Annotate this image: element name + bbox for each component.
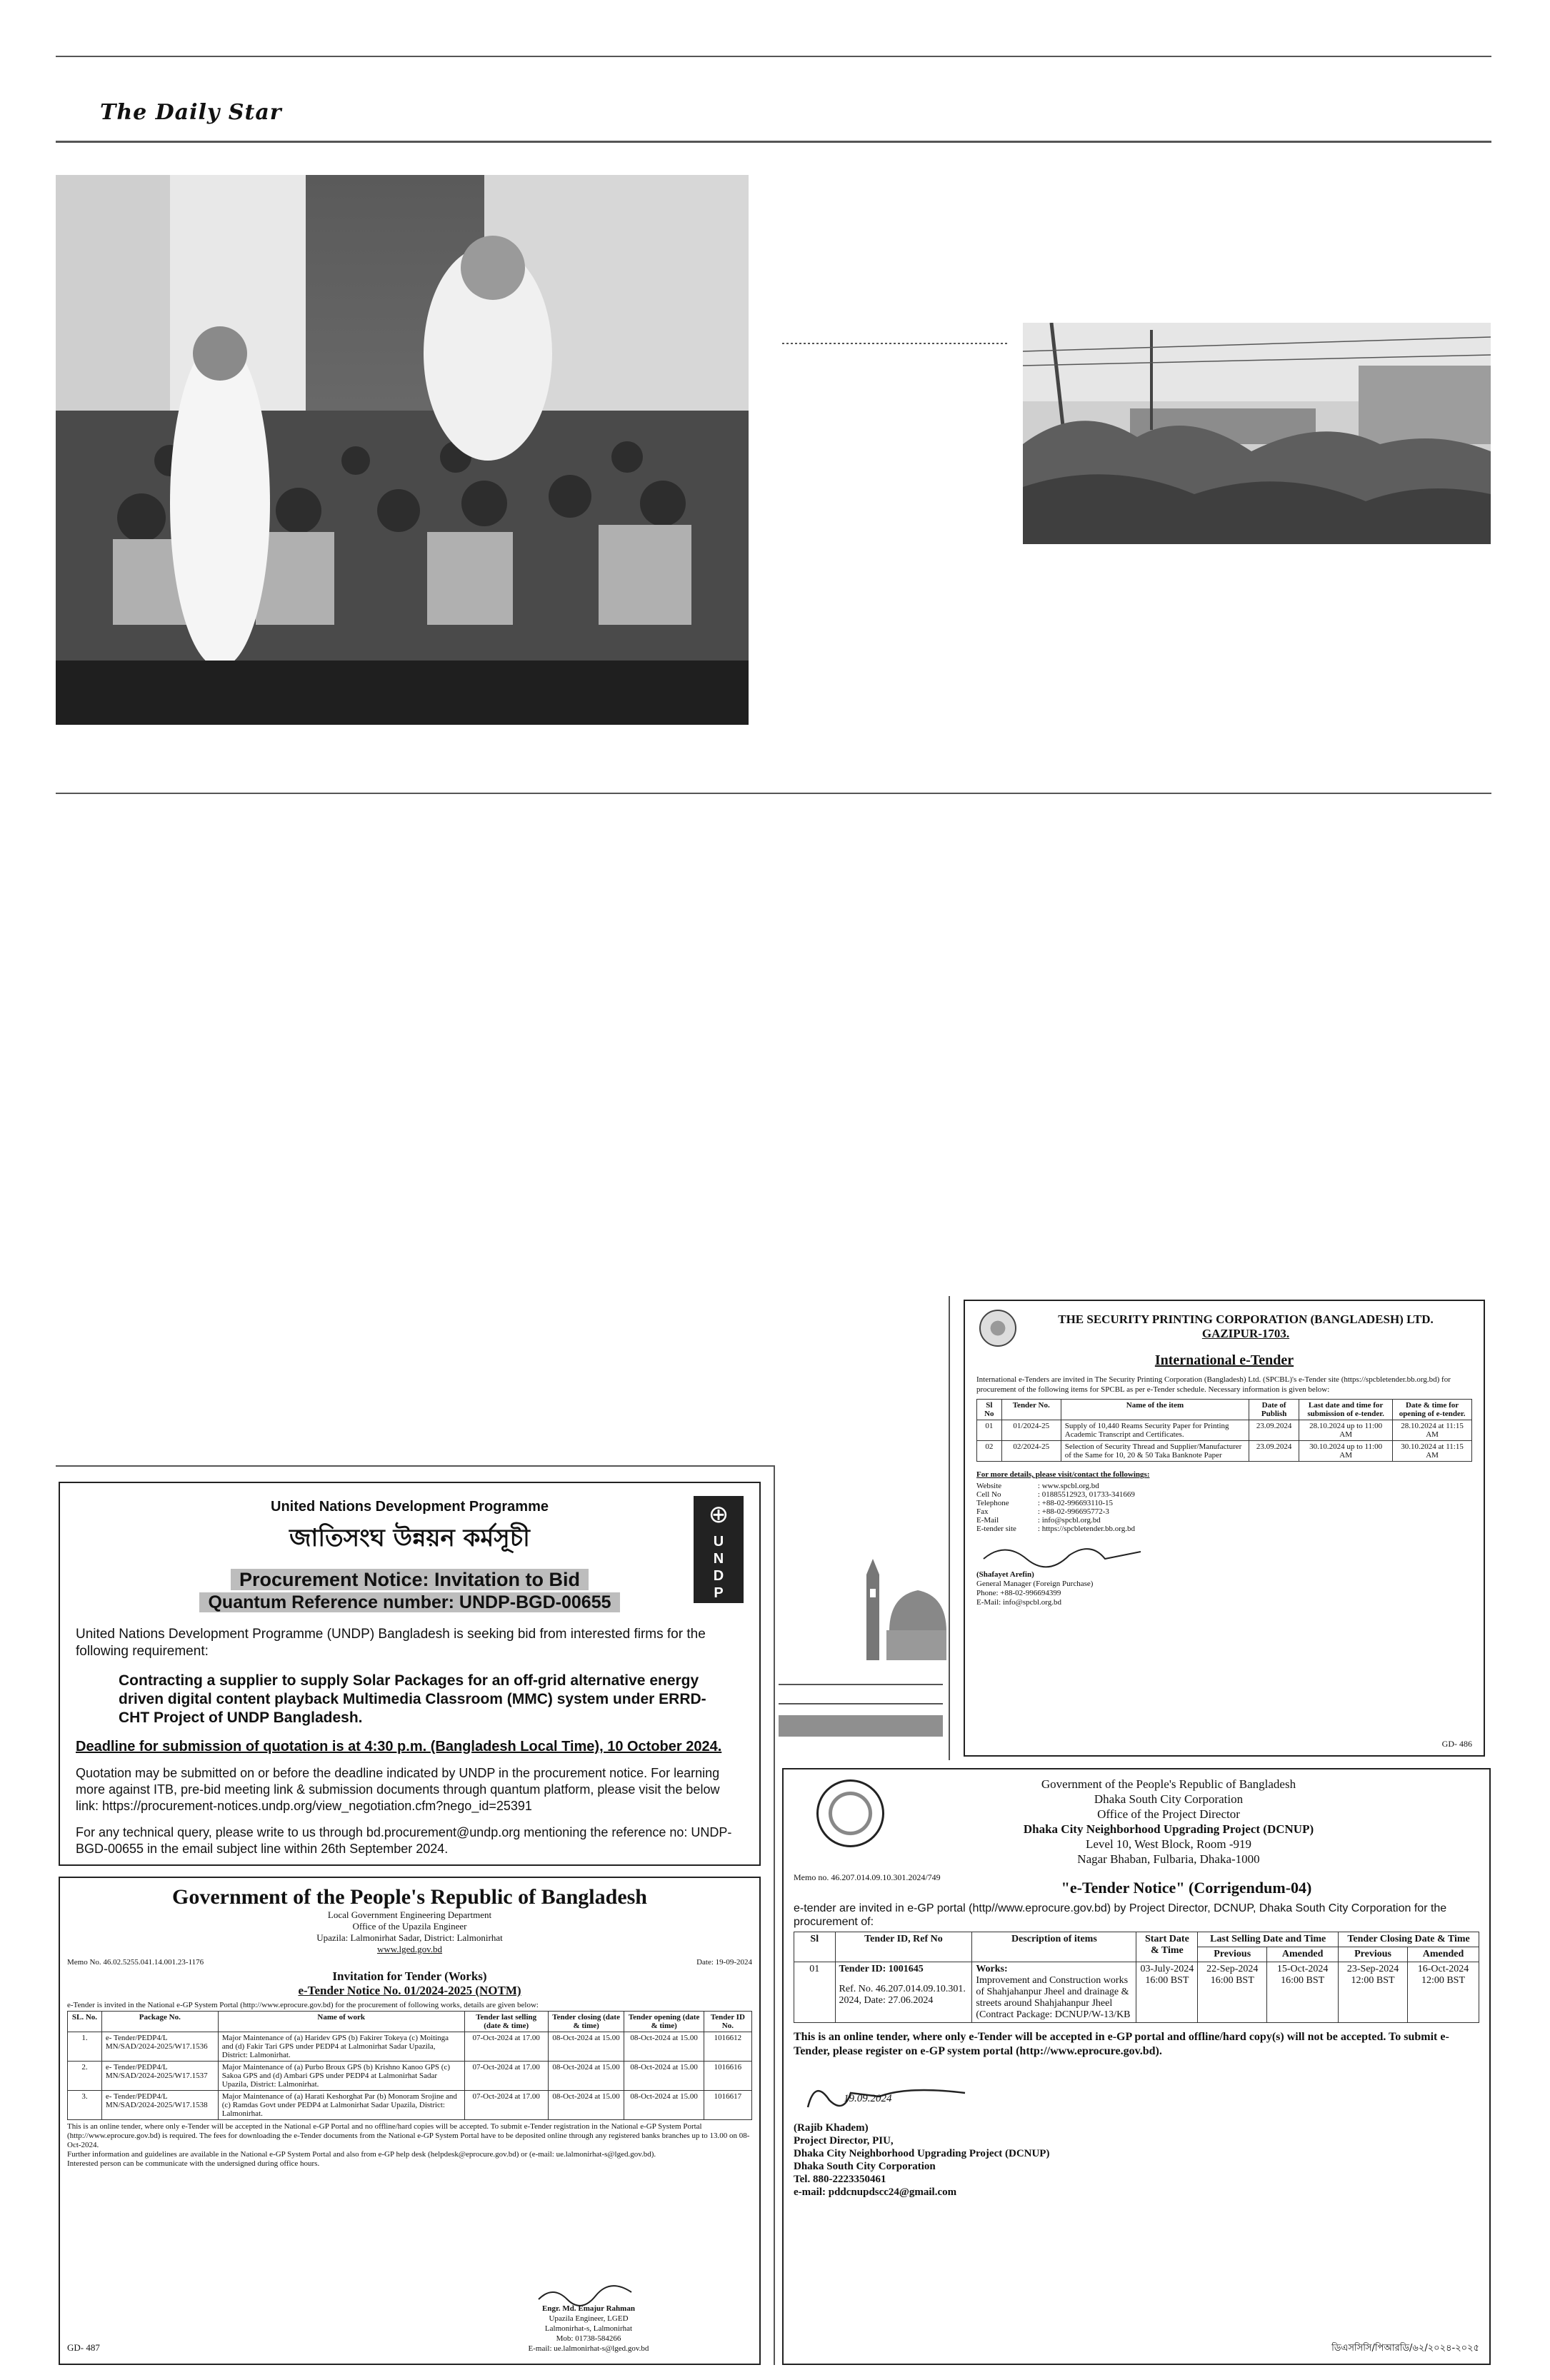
dscc-signature bbox=[794, 2072, 1479, 2122]
top-rule bbox=[56, 56, 1491, 57]
dscc-emblem-icon bbox=[816, 1779, 884, 1847]
lged-footer-3: Interested person can be communicate with the undersigned during office hours. bbox=[67, 2159, 320, 2168]
grey-block bbox=[779, 1715, 943, 1737]
list-item: Website : www.spcbl.org.bd bbox=[976, 1482, 1099, 1490]
mosque-icon bbox=[861, 1546, 946, 1660]
lged-date: Date: 19-09-2024 bbox=[696, 1958, 752, 1967]
lged-heading: Invitation for Tender (Works) bbox=[332, 1969, 487, 1983]
caption-dotted-rule bbox=[782, 343, 1007, 344]
lged-memo: Memo No. 46.02.5255.041.14.001.23-1176 bbox=[67, 1958, 204, 1967]
spcbl-emblem-icon bbox=[979, 1310, 1016, 1347]
spcbl-signature bbox=[976, 1537, 1472, 1570]
list-item: E-tender site : https://spcbletender.bb.org.bd bbox=[976, 1525, 1135, 1533]
dscc-code: ডিএসসিসি/পিআরডি/৬২/২০২৪-২০২৫ bbox=[1331, 2343, 1479, 2354]
spcbl-location: GAZIPUR-1703. bbox=[1201, 1327, 1290, 1340]
spcbl-heading: International e-Tender bbox=[1154, 1352, 1294, 1368]
table-row: 3. e- Tender/PEDP4/L MN/SAD/2024-2025/W17.1538 Major Maintenance of (a) Harati Keshorghat Par (b) Monoram Srojine and (c) Ramdas Govt under PEDP4 at Lalmonirhat Sadar Upazila, District: Lalmonirhat. 07-Oct-2024 at 17.00 08-Oct-2024 at 15.00 08-Oct-2024 at 15.00 1016617 bbox=[68, 2091, 752, 2120]
lged-office: Office of the Upazila Engineer bbox=[352, 1921, 467, 1932]
lged-signer: Engr. Md. Emajur Rahman Upazila Engineer, LGED Lalmonirhat-s, Lalmonirhat Mob: 01738-584266 E-mail: ue.lalmonirhat-s@lged.gov.bd bbox=[528, 2304, 649, 2353]
ads-vrule bbox=[774, 1465, 775, 2365]
lged-table-header: SL. No. Package No. Name of work Tender last selling (date & time) Tender closing (date & time) Tender opening (date & time) Tender ID No. bbox=[68, 2012, 752, 2032]
table-row: 1. e- Tender/PEDP4/L MN/SAD/2024-2025/W17.1536 Major Maintenance of (a) Haridev GPS (b) Fakirer Tokeya (c) Moitinga and (d) Fakir Tari GPS under PEDP4 at Lalmonirhat Sadar Upazila, District: Lalmonirhat. 07-Oct-2024 at 17.00 08-Oct-2024 at 15.00 08-Oct-2024 at 15.00 1016612 bbox=[68, 2032, 752, 2062]
undp-logo-d: D bbox=[713, 1568, 724, 1584]
spcbl-org: THE SECURITY PRINTING CORPORATION (BANGLADESH) LTD. bbox=[1058, 1312, 1434, 1326]
list-item: Fax : +88-02-996695772-3 bbox=[976, 1507, 1109, 1516]
dscc-ad bbox=[782, 1768, 1491, 2365]
spcbl-signer: (Shafayet Arefin) General Manager (Foreign Purchase) Phone: +88-02-996694399 E-Mail: info@spcbl.org.bd bbox=[976, 1570, 1094, 1607]
undp-logo-n: N bbox=[713, 1551, 724, 1567]
undp-deadline: Deadline for submission of quotation is at 4:30 p.m. (Bangladesh Local Time), 10 October 2024. bbox=[76, 1739, 722, 1754]
lged-gd: GD- 487 bbox=[67, 2342, 100, 2353]
lged-footer-2: Further information and guidelines are available in the National e-GP System Portal and also from e-GP help desk (helpdesk@eprocure.gov.bd) or (e-mail: ue.lalmonirhat-s@lged.gov.bd). bbox=[67, 2150, 656, 2159]
lged-ad bbox=[59, 1877, 761, 2365]
lged-intro: e-Tender is invited in the National e-GP System Portal (http://www.eprocure.gov.bd) for the procurement of following works, details are given below: bbox=[67, 2001, 539, 2009]
masthead: The Daily Star bbox=[100, 100, 282, 125]
dscc-header: Government of the People's Republic of Bangladesh Dhaka South City Corporation Office of the Project Director Dhaka City Neighborhood Upgrading Project (DCNUP) Level 10, West Block, Room -919 Nagar Bhaban, Fulbaria, Dhaka-1000 bbox=[1023, 1777, 1314, 1866]
dscc-sig-date: 19.09.2024 bbox=[844, 2093, 892, 2104]
undp-notice-title: Procurement Notice: Invitation to Bid bbox=[76, 1569, 744, 1591]
dscc-intro: e-tender are invited in e-GP portal (http//www.eprocure.gov.bd) by Project Director, DCNUP, Dhaka South City Corporation for the procurement of: bbox=[794, 1902, 1447, 1928]
spcbl-intro: International e-Tenders are invited in The Security Printing Corporation (Bangladesh) Ltd. (SPCBL)'s e-Tender site (https://spcbletender.bb.org.bd) for procurement of the following items for SPCBL as per e-Tender schedule. Necessary information is given below: bbox=[976, 1375, 1451, 1394]
ads-rule bbox=[56, 1465, 774, 1467]
concert-photo-image bbox=[56, 175, 749, 725]
lged-location: Upazila: Lalmonirhat Sadar, District: Lalmonirhat bbox=[316, 1932, 503, 1943]
table-row: 2. e- Tender/PEDP4/L MN/SAD/2024-2025/W17.1537 Major Maintenance of (a) Purbo Broux GPS (b) Krishno Kanoo GPS (c) Sakoa GPS and (d) Ambari GPS under PEDP4 at Lalmonirhat Sadar Upazila, District: Lalmonirhat. 07-Oct-2024 at 17.00 08-Oct-2024 at 15.00 08-Oct-2024 at 15.00 1016616 bbox=[68, 2062, 752, 2091]
construction-photo-image bbox=[1023, 323, 1491, 544]
table-row: 01 01/2024-25 Supply of 10,440 Reams Security Paper for Printing Academic Transcript and Certificates. 23.09.2024 28.10.2024 up to 11:00 AM 28.10.2024 at 11:15 AM bbox=[977, 1420, 1472, 1441]
dscc-note: This is an online tender, where only e-Tender will be accepted in e-GP portal and offline/hard copy(s) will not be accepted. To submit e-Tender, please register on e-GP system portal (http://www.eprocure.gov.bd). bbox=[794, 2031, 1449, 2057]
undp-logo-u: U bbox=[713, 1534, 724, 1550]
table-row: 01 Tender ID: 1001645 Ref. No. 46.207.014.09.10.301. 2024, Date: 27.06.2024 Works: Improvement and Construction works of Shahjahanpur Jheel and drainage & streets around Shahjahanpur Jheel (Contract Package: DCNUP/W-13/KB 03-July-2024 16:00 BST 22-Sep-2024 16:00 BST 15-Oct-2024 16:00 BST 23-Sep-2024 12:00 BST 16-Oct-2024 12:00 BST bbox=[794, 1962, 1479, 2023]
undp-reference: Quantum Reference number: UNDP-BGD-00655 bbox=[76, 1592, 744, 1613]
list-item: Cell No : 01885512923, 01733-341669 bbox=[976, 1490, 1135, 1499]
lged-web: www.lged.gov.bd bbox=[376, 1944, 443, 1954]
construction-photo bbox=[1023, 323, 1491, 544]
undp-org-bn: জাতিসংঘ উন্নয়ন কর্মসূচী bbox=[289, 1524, 530, 1552]
list-item: E-Mail : info@spcbl.org.bd bbox=[976, 1516, 1101, 1525]
dscc-table bbox=[794, 1932, 1479, 2023]
dscc-table-header: Sl Tender ID, Ref No Description of items Start Date & Time Last Selling Date and Time Tender Closing Date & Time bbox=[794, 1932, 1479, 1947]
lged-notice-no: e-Tender Notice No. 01/2024-2025 (NOTM) bbox=[298, 1984, 521, 1997]
lged-footer-1: This is an online tender, where only e-Tender will be accepted in the National e-GP Portal and no offline/hard copies will be accepted. To submit e-Tender registration in the National e-GP System Portal (http://www.eprocure.gov.bd) is required. The fees for downloading the e-Tender documents from the National e-GP System Portal have to be deposited online through any registered banks branches up to 13.00 on 08-Oct-2024. bbox=[67, 2122, 750, 2149]
spcbl-more: For more details, please visit/contact the followings: bbox=[976, 1470, 1150, 1479]
undp-query: For any technical query, please write to us through bd.procurement@undp.org mentioning the reference no: UNDP-BGD-00655 in the email subject line within 26th September 2024. bbox=[76, 1825, 732, 1856]
right-vrule bbox=[949, 1296, 950, 1760]
undp-logo bbox=[694, 1496, 744, 1603]
table-row: 02 02/2024-25 Selection of Security Thread and Supplier/Manufacturer of the Same for 10, 20 & 50 Taka Banknote Paper 23.09.2024 30.10.2024 up to 11:00 AM 30.10.2024 at 11:15 AM bbox=[977, 1441, 1472, 1462]
lged-dept: Local Government Engineering Department bbox=[327, 1909, 492, 1920]
un-emblem-icon: ⊕ bbox=[708, 1501, 729, 1528]
list-item: Telephone : +88-02-996693110-15 bbox=[976, 1499, 1113, 1507]
undp-org: United Nations Development Programme bbox=[271, 1499, 549, 1515]
spcbl-contacts bbox=[976, 1482, 1135, 1533]
spcbl-table-header: Sl No Tender No. Name of the item Date of Publish Last date and time for submission of e-tender. Date & time for opening of e-tender. bbox=[977, 1400, 1472, 1420]
dscc-signer: (Rajib Khadem) Project Director, PIU, Dhaka City Neighborhood Upgrading Project (DCNUP) Dhaka South City Corporation Tel. 880-2223350461 e-mail: pddcnupdscc24@gmail.com bbox=[794, 2122, 1050, 2198]
spcbl-ad bbox=[964, 1300, 1485, 1757]
undp-ad bbox=[59, 1482, 761, 1866]
dscc-table-subheader: Previous Amended Previous Amended bbox=[794, 1947, 1479, 1962]
undp-submission: Quotation may be submitted on or before the deadline indicated by UNDP in the procurement notice. For learning more against ITB, pre-bid meeting link & submission documents through quantum platform, please visit the below link: https://procurement-notices.undp.org/view_negotiation.cfm?nego_id=25391 bbox=[76, 1766, 720, 1813]
concert-photo bbox=[56, 175, 749, 725]
masthead-rule bbox=[56, 141, 1491, 143]
undp-logo-p: P bbox=[714, 1585, 724, 1601]
spcbl-gd: GD- 486 bbox=[1441, 1739, 1472, 1749]
lged-table bbox=[67, 2011, 752, 2120]
dscc-heading: "e-Tender Notice" (Corrigendum-04) bbox=[1061, 1879, 1312, 1897]
undp-requirement: Contracting a supplier to supply Solar Packages for an off-grid alternative energy driven digital content playback Multimedia Classroom (MMC) system under ERRD-CHT Project of UNDP Bangladesh. bbox=[119, 1672, 706, 1726]
lged-title: Government of the People's Republic of Bangladesh bbox=[172, 1885, 647, 1909]
undp-intro: United Nations Development Programme (UNDP) Bangladesh is seeking bid from interested firms for the following requirement: bbox=[76, 1627, 706, 1659]
dscc-memo: Memo no. 46.207.014.09.10.301.2024/749 bbox=[794, 1872, 941, 1882]
small-rule-1 bbox=[779, 1684, 943, 1685]
mid-rule bbox=[56, 793, 1491, 794]
spcbl-table bbox=[976, 1399, 1472, 1462]
small-rule-2 bbox=[779, 1703, 943, 1704]
